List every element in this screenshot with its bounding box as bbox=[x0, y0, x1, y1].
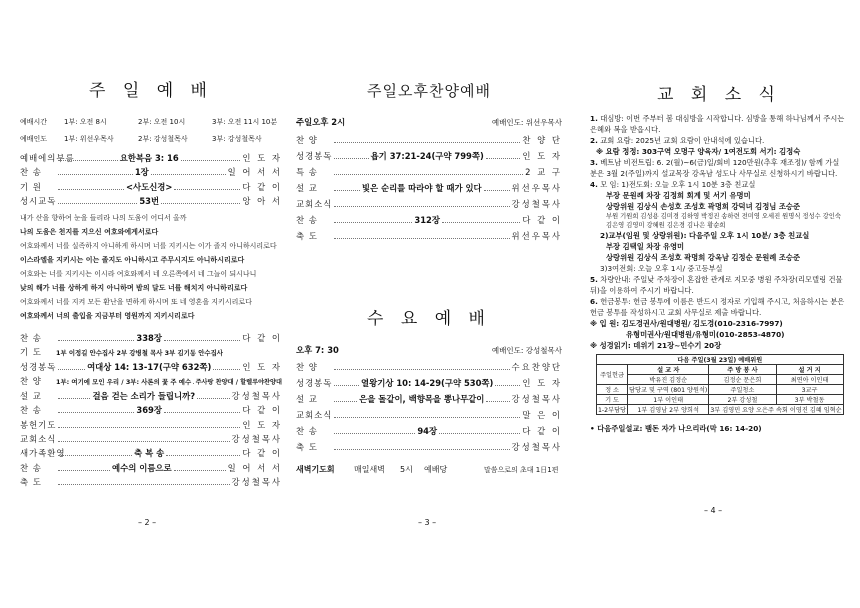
announcement-item: 3. 베트남 비전트립: 6. 2(월)~6(금)일/회비 120만원(추후 재조정)/ 함께 가실 분은 3월 2(주일)까지 설교목장 강옥남 성도나 사무실로 신청하시기 바랍니다. bbox=[590, 158, 840, 178]
order-row: 찬 송 94장 다 같 이 bbox=[296, 425, 563, 436]
order-row: 성경봉독 열왕기상 10: 14-29(구약 530쪽) 인 도 자 bbox=[296, 377, 563, 388]
order-row: 축 도 강성철목사 bbox=[296, 441, 562, 452]
page-number: – 2 – bbox=[138, 518, 157, 527]
announcement-item: 상랑위원 김상식 손성호 조성호 곽명희 강덕녀 김정님 조승준 bbox=[606, 202, 801, 211]
order-row: 찬 양 수요찬양단 bbox=[296, 361, 562, 372]
verse-line: 여호와께서 너의 출입을 지금부터 영원까지 지키시리로다 bbox=[20, 311, 195, 320]
wednesday-title: 수 요 예 배 bbox=[367, 309, 491, 330]
order-row: 성경봉독 여대상 14: 13-17(구약 632쪽) 인 도 자 bbox=[20, 362, 283, 373]
wednesday-order bbox=[296, 359, 562, 455]
announcement-item: 2. 교회 요람: 2025년 교회 요람이 안내석에 있습니다. bbox=[590, 136, 765, 145]
order-row: 특 송 2 교 구 bbox=[296, 167, 562, 178]
announcement-item: ※ 입 원: 김도경권사/원대병원/ 김도경(010-2316-7997) bbox=[590, 319, 783, 328]
page-3-title: 주일오후찬양예배 bbox=[367, 82, 491, 100]
announcement-item: 부장 문원례 차장 김정희 회계 및 서기 유명미 bbox=[606, 191, 751, 200]
wednesday-header: 오후 7: 30 예배인도: 강성철목사 bbox=[296, 345, 562, 356]
order-row: 교회소식 강성철목사 bbox=[20, 434, 282, 445]
order-row: 새가족환영 축 복 송 다 같 이 bbox=[20, 448, 282, 459]
next-sermon: • 다음주일설교: 뱀돈 자가 나으리라(막 16: 14-20) bbox=[590, 424, 762, 433]
announcement-item: 5. 차량안내: 주일낮 주차장이 혼잡한 관계로 지모중 병원 주차장(리모델링 건물 뒤)을 이용하여 주시기 바랍니다. bbox=[590, 275, 843, 295]
order-row: 설 교 걸음 걷는 소리가 들립니까? 강성철목사 bbox=[20, 390, 282, 401]
order-row: 찬 송 1장 일 어 서 서 bbox=[20, 167, 282, 178]
verse-line: 나의 도움은 천지를 지으신 여호와에게서로다 bbox=[20, 227, 159, 236]
order-row: 기 원 <사도신경> 다 같 이 bbox=[20, 181, 283, 192]
verse-line: 이스라엘을 지키시는 이는 졸지도 아니하시고 주무시지도 아니하시리로다 bbox=[20, 255, 245, 264]
announcement-item: 부장 김택일 차장 유영미 bbox=[606, 242, 685, 251]
announcement-item: 4. 모 임: 1)전도회: 오늘 오후 1시 10분 3층 친교실 bbox=[590, 180, 756, 189]
worship-times: 예배시간 1부: 오전 8시 2부: 오전 10시 3부: 오전 11시 10분 bbox=[20, 118, 278, 126]
order-row: 예배에의부름 요한복음 3: 16 인 도 자 bbox=[20, 153, 283, 163]
order-row: 성경봉독 욥기 37:21-24(구약 799쪽) 인 도 자 bbox=[296, 151, 563, 162]
announcement-item: 3)3여전회: 오늘 오후 1시/ 중고등부실 bbox=[600, 264, 723, 273]
order-row: 기 도 1부 이정길 안수집사 2부 강병철 목사 3부 김기동 안수집사 bbox=[20, 347, 223, 358]
responsive-reading bbox=[20, 211, 282, 323]
announcements bbox=[590, 113, 848, 351]
page-number: – 3 – bbox=[418, 518, 437, 527]
order-row: 설 교 은을 돌같이, 백향목을 뽕나무같이 강성철목사 bbox=[296, 393, 562, 404]
announcement-item: ※ 요람 정정: 303구역 오명구 양육자/ 1여전도회 서기: 김정숙 bbox=[596, 147, 801, 156]
announcement-item: 유형미권사/원대병원/유형미(010-2853-4870) bbox=[626, 330, 785, 339]
announcement-item: 2)교부(임원 및 상랑위원): 다음주일 오후 1시 10분/ 3층 친교실 bbox=[600, 231, 810, 240]
order-row: 성시교독 53번 앙 아 서 bbox=[20, 196, 283, 207]
announcement-item: 6. 헌금봉투: 헌금 봉투에 이름은 반드시 정자로 기입해 주시고, 처음하시는 분은 헌금 봉투를 작성하시고 교회 사무실로 제출 바랍니다. bbox=[590, 297, 845, 317]
order-row: 축 도 위선우목사 bbox=[296, 231, 562, 242]
worship-duty-table: 다음 주일(3월 23일) 예배위원 주일헌금 설 교 자 주 방 봉 사 설 거 지 박유진 김정순 김정순 문은희 최연아 이인태 정 소 담당교 및 구역 (801 양원석) 주일청소 3교구 기 도 1부 이인태 2부 강성철 3부 박철동 1-2부담당 1부 김영남 2부 양희석 3부 김영민 요양 오은주 속회 이영진 김혜 임혁순 bbox=[596, 354, 844, 415]
afternoon-order bbox=[296, 132, 562, 244]
announcement-item: 상랑위원 김상식 조성호 곽명희 강옥남 김정순 문원례 조승준 bbox=[606, 253, 801, 262]
afternoon-service-header: 주일오후 2시 예배인도: 위선우목사 bbox=[296, 117, 562, 127]
order-row: 설 교 빛은 순리를 따라야 할 때가 있다 위선우목사 bbox=[296, 183, 562, 194]
order-row: 봉헌기도 인 도 자 bbox=[20, 419, 282, 430]
order-row: 찬 송 369장 다 같 이 bbox=[20, 405, 282, 416]
order-row: 찬 송 338장 다 같 이 bbox=[20, 332, 282, 343]
order-row: 찬 송 312장 다 같 이 bbox=[296, 215, 562, 226]
order-row: 교회소식 강성철목사 bbox=[296, 199, 562, 210]
order-row: 축 도 강성철목사 bbox=[20, 477, 282, 488]
page-4-title: 교 회 소 식 bbox=[657, 85, 781, 105]
order-row: 교회소식 말 은 이 bbox=[296, 409, 562, 420]
worship-leaders: 예배인도 1부: 위선우목사 2부: 강성철목사 3부: 강성철목사 bbox=[20, 135, 262, 143]
order-of-service-1 bbox=[20, 151, 282, 209]
duty-section-label: 주일헌금 bbox=[597, 365, 628, 385]
verse-line: 낮의 해가 너를 상하게 하지 아니하며 밤의 달도 너를 해치지 아니하리로다 bbox=[20, 283, 248, 292]
announcement-item: ※ 성경읽기: 데위기 21장~민수기 20장 bbox=[590, 341, 722, 350]
order-row: 찬 송 예수의 이름으로 일 어 서 서 bbox=[20, 462, 283, 473]
duty-title: 다음 주일(3월 23일) 예배위원 bbox=[597, 355, 844, 365]
order-row: 찬 양 찬 양 단 bbox=[296, 135, 562, 146]
verse-line: 여호와께서 너를 실족하지 아니하게 하시며 너를 지키시는 이가 졸지 아니하시리로다 bbox=[20, 241, 277, 250]
announcement-item: 부원 기원희 김성용 김미경 김하영 박정진 송하련 전미영 오세진 원명식 정성수 강인숙 김은영 김영미 강혜원 김은경 김나은 황순희 bbox=[606, 213, 841, 229]
verse-line: 여호와께서 너를 지켜 모든 환난을 면하게 하시며 또 네 영혼을 지키시리로다 bbox=[20, 297, 252, 306]
announcement-item: 1. 대심방: 이번 주부터 봄 대심방을 시작합니다. 심방을 통해 하나님께서 주시는 은혜와 복을 받읍시다. bbox=[590, 114, 845, 134]
page-3 bbox=[296, 0, 562, 608]
page-2-title: 주 일 예 배 bbox=[89, 81, 213, 101]
page-2 bbox=[20, 0, 282, 608]
dawn-prayer: 새벽기도회 매일새벽 5시 예배당 말씀으로의 초대 1日1편 bbox=[296, 464, 559, 474]
page-4 bbox=[590, 0, 848, 608]
verse-line: 여호와는 너를 지키시는 이시라 여호와께서 네 오른쪽에서 네 그늘이 되시나니 bbox=[20, 269, 257, 278]
order-of-service-2 bbox=[20, 331, 282, 490]
order-row: 찬 양 1부: 여기에 모인 우리 / 3부: 사론의 꽃 주 예수 주사랑 찬양대 / 할렐루야찬양대 bbox=[20, 375, 282, 386]
verse-line: 내가 산을 향하여 눈을 들리라 나의 도움이 어디서 올까 bbox=[20, 213, 187, 222]
page-number: – 4 – bbox=[704, 506, 723, 515]
